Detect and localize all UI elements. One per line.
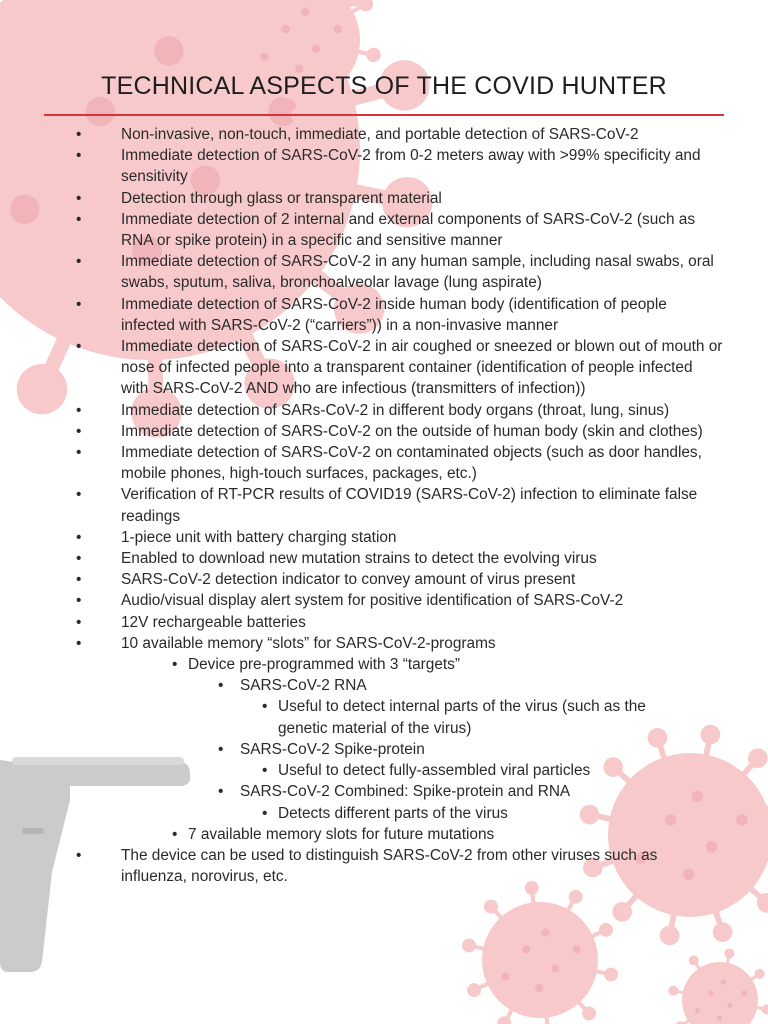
sub-list-item — [0, 803, 768, 824]
list-item-text: Non-invasive, non-touch, immediate, and portable detection of SARS-CoV-2 — [121, 126, 639, 143]
bullet-marker: • — [262, 804, 268, 822]
sub-list-item — [0, 739, 768, 760]
list-item-text: Audio/visual display alert system for positive identification of SARS-CoV-2 — [121, 592, 624, 610]
list-item — [0, 421, 768, 442]
bullet-marker: • — [172, 656, 178, 674]
title-underline — [44, 114, 724, 116]
sub-list-item — [0, 781, 768, 802]
bullet-marker: • — [76, 126, 82, 143]
list-item-text: Detects different parts of the virus — [278, 804, 508, 822]
list-item — [0, 294, 768, 336]
bullet-marker: • — [218, 740, 224, 758]
bullet-marker: • — [76, 253, 82, 271]
list-item-text: Immediate detection of SARs-CoV-2 in different body organs (throat, lung, sinus) — [121, 401, 670, 419]
list-item — [0, 527, 768, 548]
list-item-text: Device pre-programmed with 3 “targets” — [188, 656, 460, 674]
bullet-marker: • — [76, 846, 82, 864]
bullet-marker: • — [76, 422, 82, 440]
list-item-text: The device can be used to distinguish SARS-CoV-2 from other viruses such as influenza, norovirus, etc. — [121, 846, 658, 886]
bullet-marker: • — [218, 677, 224, 695]
list-item — [0, 145, 768, 187]
list-item-text: SARS-CoV-2 Combined: Spike-protein and RNA — [240, 783, 571, 801]
bullet-marker: • — [76, 401, 82, 419]
bullet-marker: • — [172, 825, 178, 843]
list-item-text: 7 available memory slots for future mutations — [188, 825, 495, 843]
list-item-text: 1-piece unit with battery charging station — [121, 528, 397, 546]
list-item-text: Verification of RT-PCR results of COVID19 (SARS-CoV-2) infection to eliminate false readings — [121, 486, 698, 525]
list-item — [0, 251, 768, 293]
bullet-marker: • — [76, 444, 82, 462]
bullet-marker: • — [262, 762, 268, 780]
sub-list-item — [0, 696, 768, 738]
list-item — [0, 336, 768, 400]
list-item-text: 10 available memory “slots” for SARS-CoV-2-programs — [121, 634, 496, 652]
bullet-marker: • — [76, 528, 82, 546]
bullet-marker: • — [76, 550, 82, 568]
list-item — [0, 484, 768, 526]
sub-list-item — [0, 760, 768, 781]
bullet-marker: • — [76, 295, 82, 313]
list-item-text: 12V rechargeable batteries — [121, 613, 306, 631]
list-item — [0, 590, 768, 611]
list-item-text: Useful to detect internal parts of the virus (such as the genetic material of the virus) — [278, 698, 646, 737]
list-item-text: SARS-CoV-2 Spike-protein — [240, 740, 425, 758]
list-item-text: Useful to detect fully-assembled viral particles — [278, 762, 591, 780]
bullet-marker: • — [262, 698, 268, 716]
list-item — [0, 569, 768, 590]
bullet-marker: • — [76, 634, 82, 652]
sub-list-item — [0, 654, 768, 675]
list-item-text: Immediate detection of SARS-CoV-2 inside human body (identification of people infected with SARS-CoV-2 (“carriers”)) in a non-invasive manner — [121, 295, 667, 334]
list-item — [0, 124, 768, 145]
list-item-text: Immediate detection of SARS-CoV-2 on the outside of human body (skin and clothes) — [121, 422, 703, 440]
bullet-marker: • — [76, 592, 82, 610]
bullet-marker: • — [76, 210, 82, 228]
list-item-text: SARS-CoV-2 RNA — [240, 677, 367, 695]
list-item — [0, 400, 768, 421]
feature-list — [0, 124, 768, 887]
list-item-text: Enabled to download new mutation strains to detect the evolving virus — [121, 550, 597, 568]
list-item — [0, 188, 768, 209]
sub-list-item — [0, 675, 768, 696]
bullet-marker: • — [76, 147, 82, 165]
list-item-text: Immediate detection of 2 internal and external components of SARS-CoV-2 (such as RNA or spike protein) in a specific and sensitive manner — [121, 210, 696, 250]
list-item-text: Immediate detection of SARS-CoV-2 from 0-2 meters away with >99% specificity and sensitivity — [121, 147, 701, 186]
sub-list-item — [0, 824, 768, 845]
list-item — [0, 612, 768, 633]
bullet-marker: • — [76, 613, 82, 631]
bullet-marker: • — [76, 338, 82, 356]
list-item — [0, 442, 768, 484]
page-title: TECHNICAL ASPECTS OF THE COVID HUNTER — [101, 72, 667, 100]
bullet-marker: • — [76, 571, 82, 589]
bullet-marker: • — [218, 783, 224, 801]
list-item-text: SARS-CoV-2 detection indicator to convey amount of virus present — [121, 571, 576, 589]
list-item — [0, 845, 768, 887]
list-item — [0, 633, 768, 654]
list-item — [0, 209, 768, 251]
bullet-marker: • — [76, 486, 82, 504]
list-item — [0, 548, 768, 569]
bullet-marker: • — [76, 189, 82, 207]
list-item-text: Immediate detection of SARS-CoV-2 in any human sample, including nasal swabs, oral swabs, sputum, saliva, bronchoalveolar lavage (lung aspirate) — [121, 253, 714, 292]
list-item-text: Immediate detection of SARS-CoV-2 on contaminated objects (such as door handles, mobile phones, high-touch surfaces, packages, etc.) — [121, 444, 702, 483]
list-item-text: Detection through glass or transparent material — [121, 189, 442, 207]
list-item-text: Immediate detection of SARS-CoV-2 in air coughed or sneezed or blown out of mouth or nose of infected people into a transparent container (identification of people infected with SARS-CoV-2 AND who are infectious (transmitters of infection)) — [121, 338, 723, 398]
